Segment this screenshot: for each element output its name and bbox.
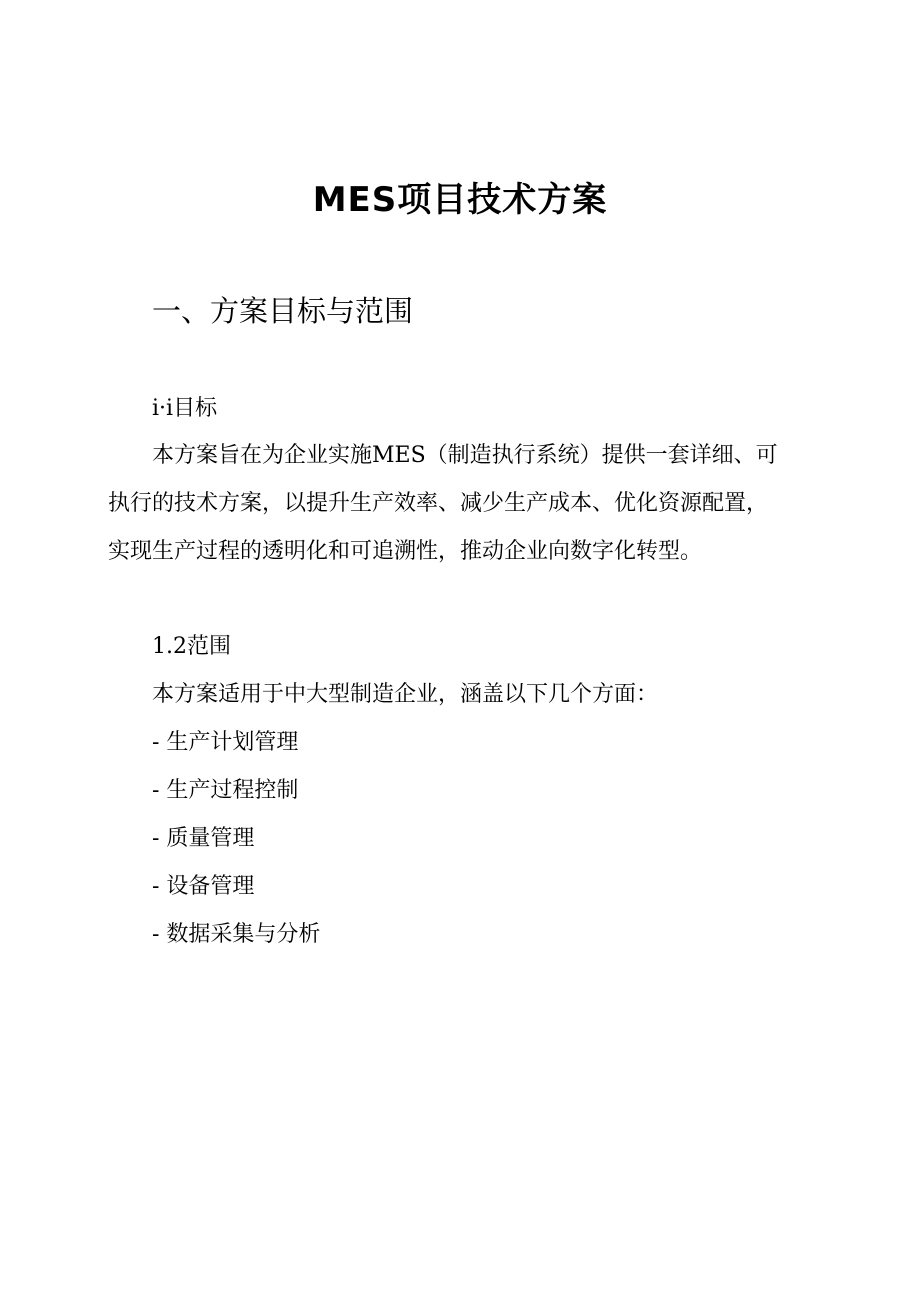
subsection-heading-scope: 1.2范围 (152, 634, 231, 659)
document-title: MES项目技术方案 (312, 180, 608, 220)
scope-list-item-production-planning: - 生产计划管理 (152, 730, 299, 755)
scope-intro: 本方案适用于中大型制造企业，涵盖以下几个方面： (152, 682, 659, 707)
scope-list-item-equipment: - 设备管理 (152, 874, 255, 899)
goal-paragraph-line-2: 执行的技术方案，以提升生产效率、减少生产成本、优化资源配置， (108, 491, 769, 516)
goal-paragraph-line-3: 实现生产过程的透明化和可追溯性，推动企业向数字化转型。 (108, 539, 703, 564)
goal-paragraph-line-1: 本方案旨在为企业实施MES（制造执行系统）提供一套详细、可 (152, 443, 778, 468)
scope-list-item-quality: - 质量管理 (152, 826, 255, 851)
scope-list-item-process-control: - 生产过程控制 (152, 778, 299, 803)
section-heading-1: 一、方案目标与范围 (152, 294, 414, 328)
scope-list-item-data-analysis: - 数据采集与分析 (152, 922, 321, 947)
subsection-heading-goal: i·i目标 (152, 396, 218, 421)
